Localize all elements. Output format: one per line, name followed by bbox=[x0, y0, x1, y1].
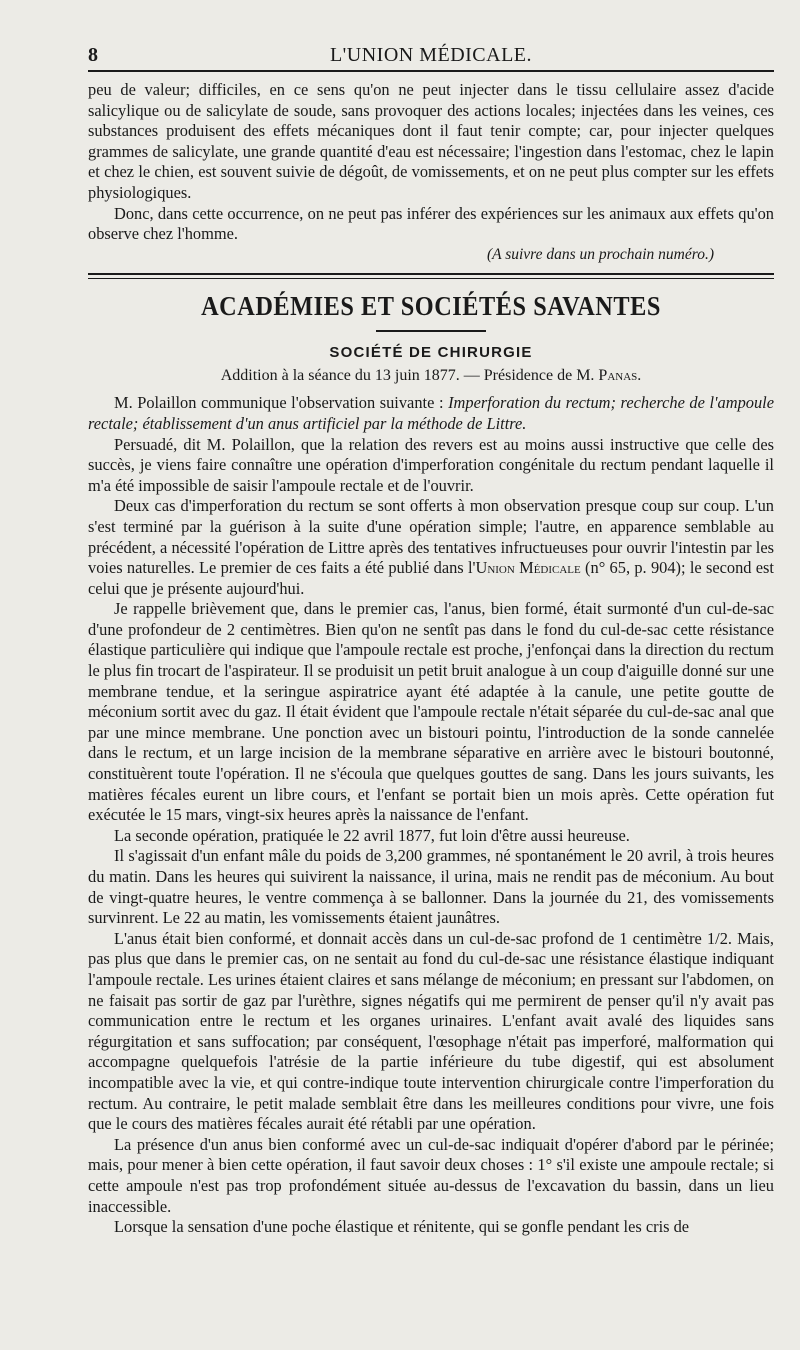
journal-reference: Union Médicale bbox=[475, 558, 581, 578]
session-prefix: Addition à la séance du 13 juin 1877. — Présidence de M. bbox=[220, 367, 595, 385]
session-president: Panas. bbox=[598, 367, 642, 385]
observation-title: Imperforation du rectum; recherche de l'ampoule rectale; établissement d'un anus artificiel par la méthode de Littre. bbox=[88, 393, 774, 433]
article-paragraph: La présence d'un anus bien conformé avec un cul-de-sac indiquait d'opérer d'abord par le périnée; mais, pour mener à bien cette opération, il faut savoir deux choses : 1° s'il existe une ampoule rectale; si cette ampoule n'est pas trop profondément située au-dessus de l'excavation du bassin, dans un lieu inaccessible. bbox=[88, 1134, 774, 1216]
cases-text-end: (n° 65, p. 904); le second est celui que je présente aujourd'hui. bbox=[88, 558, 774, 598]
article-paragraph: Lorsque la sensation d'une poche élastique et rénitente, qui se gonfle pendant les cris de bbox=[114, 1217, 690, 1237]
page-number: 8 bbox=[88, 44, 98, 66]
article-paragraph: Persuadé, dit M. Polaillon, que la relation des revers est au moins aussi instructive que celle des succès, je viens faire connaître une opération d'imperforation congénitale du rectum pendant laquelle il m'a été impossible de saisir l'ampoule rectale et de l'ouvrir. bbox=[88, 434, 774, 495]
page-header bbox=[88, 40, 774, 72]
article-paragraph: L'anus était bien conformé, et donnait accès dans un cul-de-sac profond de 1 centimètre 1/2. Mais, pas plus que dans le premier cas, on ne sentait au fond du cul-de-sac une résistance élastique indiquant l'ampoule rectale. Les urines étaient claires et sans mélange de méconium; en pressant sur l'abdomen, on ne faisait pas sortir de gaz par l'urèthre, signes négatifs qui me permirent de penser qu'il n'y avait pas communication entre le rectum et les organes urinaires. L'enfant avait avalé des liquides sans régurgitation et sans suffocation; par conséquent, l'œsophage n'était pas imperforé, malformation qui accompagne quelquefois l'atrésie de la partie inférieure du tube digestif, qui est absolument incompatible avec la vie, et qui contre-indique toute intervention chirurgicale contre l'imperforation du rectum. Au contraire, le petit malade semblait être dans les meilleures conditions pour vivre, une fois que le cours des matières fécales aurait été rétabli par une opération. bbox=[88, 928, 774, 1134]
intro-text: M. Polaillon communique l'observation suivante : bbox=[114, 393, 444, 413]
article-intro bbox=[88, 393, 774, 434]
title-rule bbox=[376, 330, 486, 332]
section-title: ACADÉMIES ET SOCIÉTÉS SAVANTES bbox=[201, 291, 661, 322]
section-divider bbox=[88, 273, 774, 279]
society-title: SOCIÉTÉ DE CHIRURGIE bbox=[329, 344, 533, 362]
continuation-paragraph: Donc, dans cette occurrence, on ne peut pas inférer des expériences sur les animaux aux effets qu'on observe chez l'homme. bbox=[88, 203, 774, 244]
article-paragraph: Je rappelle brièvement que, dans le premier cas, l'anus, bien formé, était surmonté d'un cul-de-sac d'une profondeur de 2 centimètres. Bien qu'on ne sentît pas dans le fond du cul-de-sac cette résistance élastique particulière qui indique que l'ampoule rectale est proche, j'enfonçai dans la direction du rectum le plus fin trocart de l'aspirateur. Il se produisit un petit bruit analogue à un coup d'aiguille donné sur une membrane tendue, et la seringue aspiratrice ayant été adaptée à la canule, une petite goutte de méconium sortit avec du gaz. Il était évident que l'ampoule rectale n'était séparée du cul-de-sac anal que par une mince membrane. Une ponction avec un bistouri pointu, l'introduction de la sonde cannelée dans le rectum, et un large incision de la membrane séparative en arrière avec le bistouri boutonné, constituèrent toute l'opération. Il ne s'écoula que quelques gouttes de sang. Dans les jours suivants, les matières fécales eurent un libre cours, et l'enfant se portait bien un mois après. Cette opération fut exécutée le 15 mars, vingt-six heures après la naissance de l'enfant. bbox=[88, 599, 774, 825]
cases-text: Deux cas d'imperforation du rectum se sont offerts à mon observation presque coup sur coup. L'un s'est terminé par la guérison à la suite d'une opération simple; l'autre, en apparence semblable au précédent, a nécessité l'opération de Littre après des tentatives infructueuses pour ouvrir l'intestin par les voies naturelles. Le premier de ces faits a été publié dans l' bbox=[88, 496, 774, 578]
article-paragraph: La seconde opération, pratiquée le 22 avril 1877, fut loin d'être aussi heureuse. bbox=[114, 825, 630, 845]
to-be-continued-note: (A suivre dans un prochain numéro.) bbox=[486, 245, 714, 263]
session-line bbox=[88, 367, 774, 385]
article-paragraph: Il s'agissait d'un enfant mâle du poids de 3,200 grammes, né spontanément le 20 avril, à trois heures du matin. Dans les heures qui suivirent la naissance, il urina, mais ne rendit pas de méconium. Au bout de vingt-quatre heures, le ventre commença à se ballonner. Dans la journée du 21, des vomissements survinrent. Le 22 au matin, les vomissements étaient jaunâtres. bbox=[88, 846, 774, 928]
article-paragraph bbox=[88, 496, 774, 599]
continuation-paragraph: peu de valeur; difficiles, en ce sens qu'on ne peut injecter dans le tissu cellulaire assez d'acide salicylique ou de salicylate de soude, sans provoquer des actions locales; injectées dans les veines, ces substances produisent des effets mécaniques dont il faut tenir compte; car, pour injecter quelques grammes de salicylate, une grande quantité d'eau est nécessaire; l'ingestion dans l'estomac, chez le lapin et chez le chien, est souvent suivie de dégoût, de vomissements, et on ne peut plus compter sur les effets physiologiques. bbox=[88, 80, 774, 202]
running-title: L'UNION MÉDICALE. bbox=[329, 44, 533, 66]
